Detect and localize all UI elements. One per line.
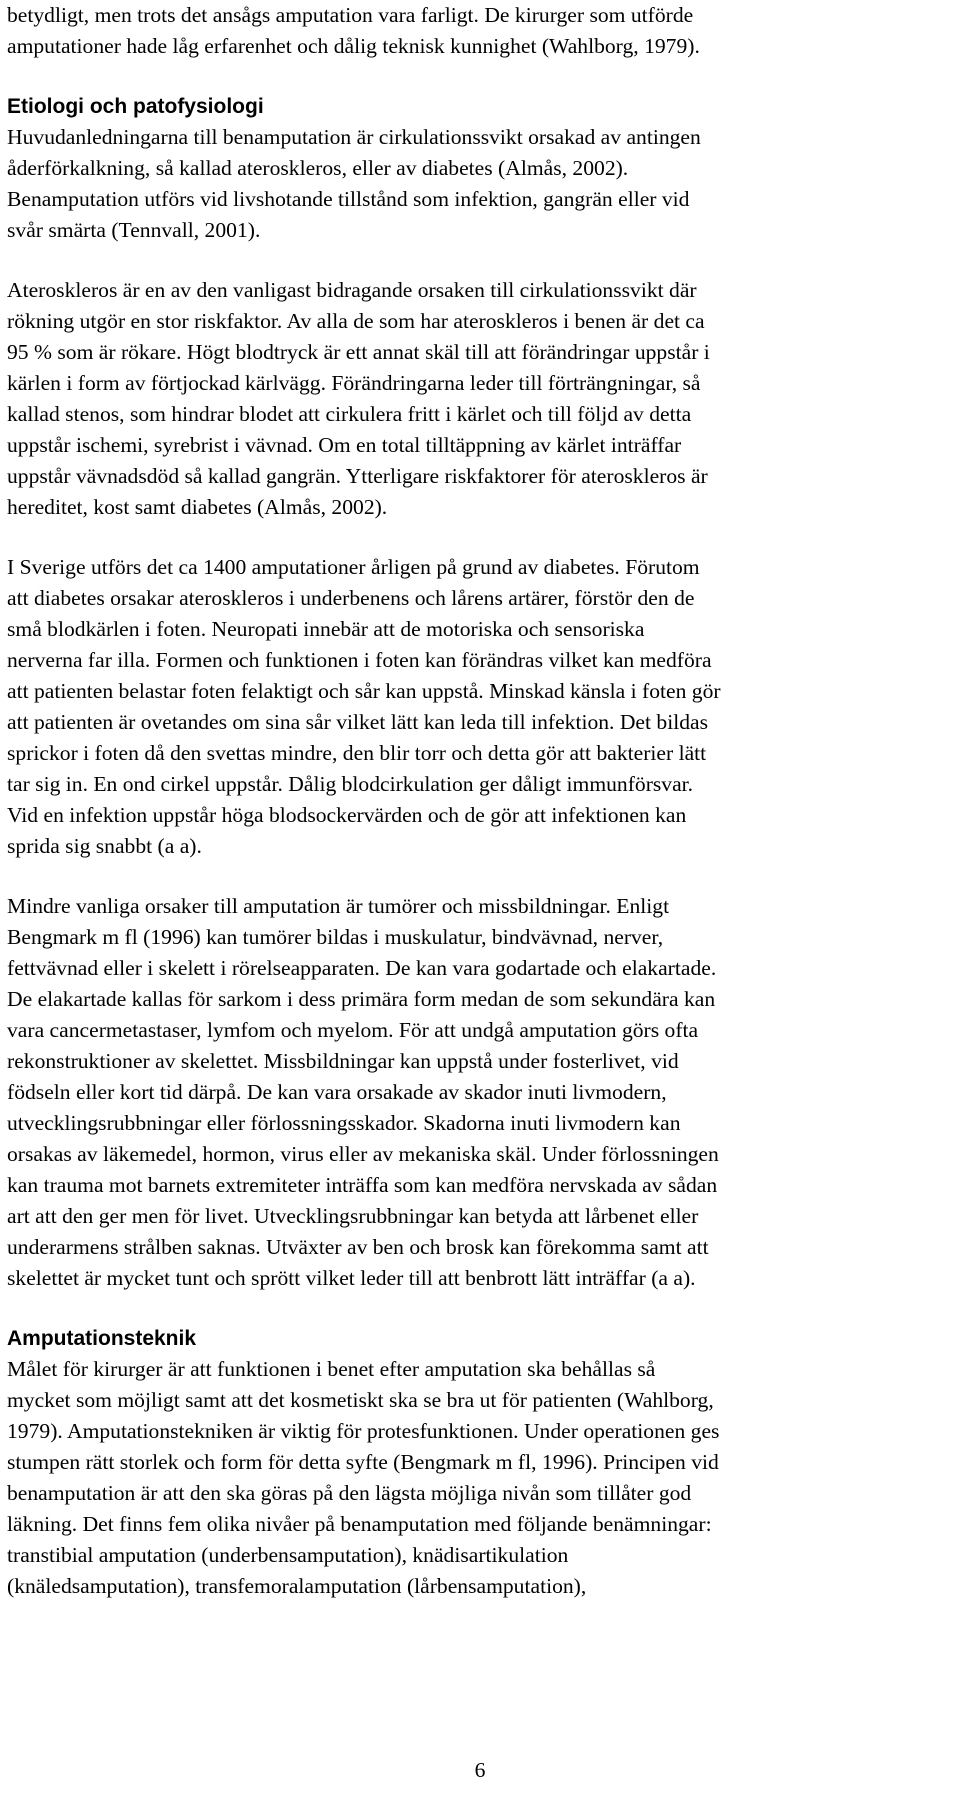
text-line: nerverna far illa. Formen och funktionen i foten kan förändras vilket kan medföra bbox=[7, 648, 712, 672]
text-line: vara cancermetastaser, lymfom och myelom. För att undgå amputation görs ofta bbox=[7, 1018, 699, 1042]
amputationsteknik-paragraph-1 bbox=[7, 1354, 953, 1602]
text-line: betydligt, men trots det ansågs amputation vara farligt. De kirurger som utförde bbox=[7, 3, 694, 27]
text-line: orsakas av läkemedel, hormon, virus eller av mekaniska skäl. Under förlossningen bbox=[7, 1142, 719, 1166]
text-line: läkning. Det finns fem olika nivåer på benamputation med följande benämningar: bbox=[7, 1512, 712, 1536]
text-line: fettvävnad eller i skelett i rörelseapparaten. De kan vara godartade och elakartade. bbox=[7, 956, 717, 980]
text-line: Benamputation utförs vid livshotande tillstånd som infektion, gangrän eller vid bbox=[7, 187, 690, 211]
text-line: födseln eller kort tid därpå. De kan vara orsakade av skador inuti livmodern, bbox=[7, 1080, 667, 1104]
intro-paragraph bbox=[7, 0, 953, 62]
text-line: mycket som möjligt samt att det kosmetiskt ska se bra ut för patienten (Wahlborg, bbox=[7, 1388, 714, 1412]
text-line: Vid en infektion uppstår höga blodsockervärden och de gör att infektionen kan bbox=[7, 803, 687, 827]
text-line: rekonstruktioner av skelettet. Missbildningar kan uppstå under fosterlivet, vid bbox=[7, 1049, 679, 1073]
text-line: rökning utgör en stor riskfaktor. Av alla de som har ateroskleros i benen är det ca bbox=[7, 309, 705, 333]
text-line: tar sig in. En ond cirkel uppstår. Dålig blodcirkulation ger dåligt immunförsvar. bbox=[7, 772, 694, 796]
paragraph-gap bbox=[7, 62, 953, 91]
text-line: transtibial amputation (underbensamputation), knädisartikulation bbox=[7, 1543, 569, 1567]
paragraph-gap bbox=[7, 246, 953, 275]
page-number: 6 bbox=[474, 1758, 486, 1782]
text-line: 95 % som är rökare. Högt blodtryck är ett annat skäl till att förändringar uppstår i bbox=[7, 340, 710, 364]
text-line: hereditet, kost samt diabetes (Almås, 2002). bbox=[7, 495, 388, 519]
text-line: små blodkärlen i foten. Neuropati innebär att de motoriska och sensoriska bbox=[7, 617, 645, 641]
paragraph-gap bbox=[7, 523, 953, 552]
text-line: uppstår vävnadsdöd så kallad gangrän. Ytterligare riskfaktorer för ateroskleros är bbox=[7, 464, 708, 488]
text-line: kan trauma mot barnets extremiteter inträffa som kan medföra nervskada av sådan bbox=[7, 1173, 718, 1197]
etiologi-paragraph-4 bbox=[7, 891, 953, 1294]
document-body bbox=[7, 0, 953, 1602]
text-line: kallad stenos, som hindrar blodet att cirkulera fritt i kärlet och till följd av detta bbox=[7, 402, 692, 426]
etiologi-paragraph-2 bbox=[7, 275, 953, 523]
text-line: benamputation är att den ska göras på den lägsta möjliga nivån som tillåter god bbox=[7, 1481, 692, 1505]
section-heading-etiologi: Etiologi och patofysiologi bbox=[7, 95, 264, 118]
etiologi-paragraph-3 bbox=[7, 552, 953, 862]
text-line: Huvudanledningarna till benamputation är cirkulationssvikt orsakad av antingen bbox=[7, 125, 701, 149]
text-line: utvecklingsrubbningar eller förlossningsskador. Skadorna inuti livmodern kan bbox=[7, 1111, 681, 1135]
text-line: kärlen i form av förtjockad kärlvägg. Förändringarna leder till förträngningar, så bbox=[7, 371, 701, 395]
text-line: Ateroskleros är en av den vanligast bidragande orsaken till cirkulationssvikt där bbox=[7, 278, 697, 302]
text-line: skelettet är mycket tunt och sprött vilket leder till att benbrott lätt inträffar (a a). bbox=[7, 1266, 696, 1290]
text-line: stumpen rätt storlek och form för detta syfte (Bengmark m fl, 1996). Principen vid bbox=[7, 1450, 719, 1474]
text-line: 1979). Amputationstekniken är viktig för protesfunktionen. Under operationen ges bbox=[7, 1419, 720, 1443]
text-line: amputationer hade låg erfarenhet och dålig teknisk kunnighet (Wahlborg, 1979). bbox=[7, 34, 700, 58]
text-line: åderförkalkning, så kallad ateroskleros, eller av diabetes (Almås, 2002). bbox=[7, 156, 629, 180]
text-line: art att den ger men för livet. Utvecklingsrubbningar kan betyda att lårbenet eller bbox=[7, 1204, 699, 1228]
text-line: att diabetes orsakar ateroskleros i underbenens och lårens artärer, förstör den de bbox=[7, 586, 695, 610]
paragraph-gap bbox=[7, 862, 953, 891]
text-line: att patienten är ovetandes om sina sår vilket lätt kan leda till infektion. Det bildas bbox=[7, 710, 708, 734]
text-line: underarmens strålben saknas. Utväxter av ben och brosk kan förekomma samt att bbox=[7, 1235, 709, 1259]
text-line: I Sverige utförs det ca 1400 amputationer årligen på grund av diabetes. Förutom bbox=[7, 555, 700, 579]
text-line: (knäledsamputation), transfemoralamputation (lårbensamputation), bbox=[7, 1574, 587, 1598]
text-line: Mindre vanliga orsaker till amputation är tumörer och missbildningar. Enligt bbox=[7, 894, 670, 918]
paragraph-gap bbox=[7, 1294, 953, 1323]
section-heading-amputationsteknik: Amputationsteknik bbox=[7, 1327, 197, 1350]
text-line: sprickor i foten då den svettas mindre, den blir torr och detta gör att bakterier lätt bbox=[7, 741, 707, 765]
text-line: Bengmark m fl (1996) kan tumörer bildas i muskulatur, bindvävnad, nerver, bbox=[7, 925, 664, 949]
text-line: uppstår ischemi, syrebrist i vävnad. Om en total tilltäppning av kärlet inträffar bbox=[7, 433, 682, 457]
text-line: sprida sig snabbt (a a). bbox=[7, 834, 202, 858]
text-line: svår smärta (Tennvall, 2001). bbox=[7, 218, 261, 242]
text-line: att patienten belastar foten felaktigt och sår kan uppstå. Minskad känsla i foten gör bbox=[7, 679, 721, 703]
text-line: De elakartade kallas för sarkom i dess primära form medan de som sekundära kan bbox=[7, 987, 716, 1011]
etiologi-paragraph-1 bbox=[7, 122, 953, 246]
text-line: Målet för kirurger är att funktionen i benet efter amputation ska behållas så bbox=[7, 1357, 656, 1381]
